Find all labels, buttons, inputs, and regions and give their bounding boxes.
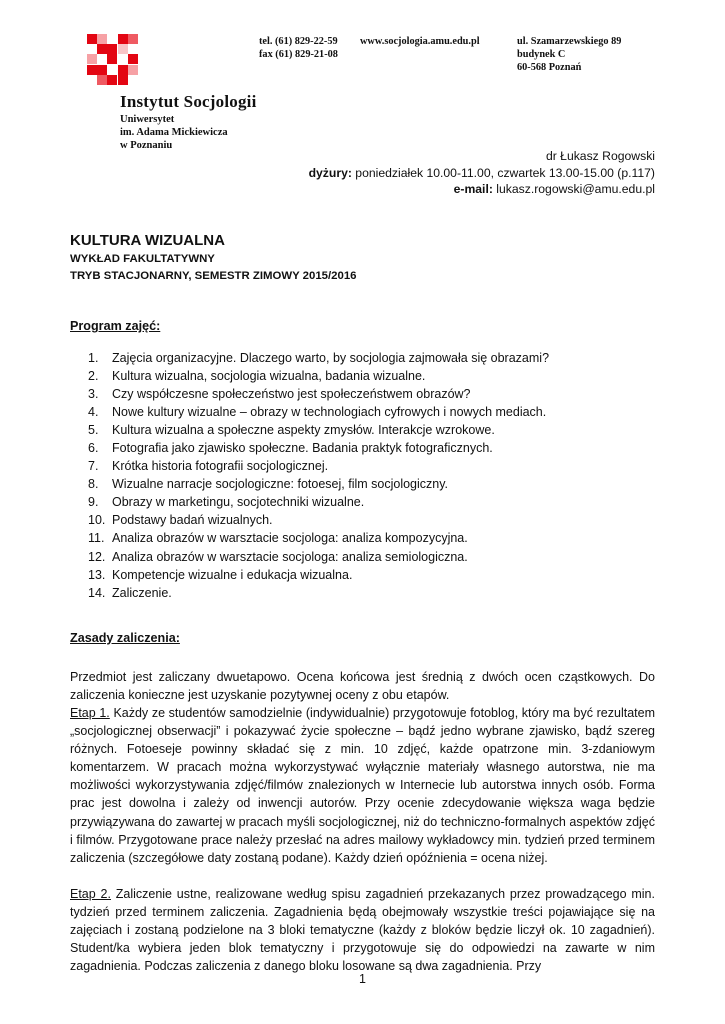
- program-heading: Program zajęć:: [70, 319, 161, 333]
- program-item-text: Podstawy badań wizualnych.: [112, 513, 273, 528]
- program-item-text: Analiza obrazów w warsztacie socjologa: analiza semiologiczna.: [112, 549, 468, 564]
- institute-logo-icon: [87, 34, 139, 86]
- program-item: [70, 511, 670, 529]
- program-item-number: 14.: [88, 585, 106, 600]
- fax-number: fax (61) 829-21-08: [259, 49, 338, 60]
- rules-stage-1: [70, 704, 655, 867]
- course-mode: TRYB STACJONARNY, SEMESTR ZIMOWY 2015/2016: [70, 270, 357, 282]
- institute-sub-line: im. Adama Mickiewicza: [120, 127, 228, 138]
- program-item-number: 13.: [88, 567, 106, 582]
- page-number: 1: [359, 972, 366, 986]
- program-item: [70, 367, 670, 385]
- program-item-number: 12.: [88, 549, 106, 564]
- institute-name: Instytut Socjologii: [120, 92, 257, 111]
- office-hours-value: poniedziałek 10.00-11.00, czwartek 13.00-15.00 (p.117): [351, 165, 655, 180]
- email-link[interactable]: lukasz.rogowski@amu.edu.pl: [492, 182, 655, 196]
- program-item: [70, 439, 670, 457]
- program-item-text: Kultura wizualna, socjologia wizualna, badania wizualne.: [112, 369, 426, 384]
- lecturer-info: [309, 148, 655, 198]
- program-item-number: 10.: [88, 513, 106, 528]
- contact-address: [517, 35, 621, 74]
- lecturer-email: [309, 181, 655, 198]
- address-line: budynek C: [517, 49, 566, 60]
- stage-1-label: Etap 1.: [70, 706, 110, 720]
- course-title: KULTURA WIZUALNA: [70, 232, 225, 249]
- course-type: WYKŁAD FAKULTATYWNY: [70, 253, 215, 265]
- program-item: [70, 548, 670, 566]
- phone-number: tel. (61) 829-22-59: [259, 36, 338, 47]
- program-item-number: 3.: [88, 387, 99, 402]
- stage-2-text: Zaliczenie ustne, realizowane według spisu zagadnień przekazanych przez prowadzącego min. tydzień przed terminem zaliczenia. Zagadnienia będą obejmowały wszystkie treści pojawiające się na zajęciach i zostaną podzielone na 3 bloki tematyczne (każdy z bloków będzie liczył ok. 10 zagadnień). Student/ka wybiera jeden blok tematyczny i przygotowuje się do odpowiedzi na zawarte w nim zagadnienia. Podczas zaliczenia z danego bloku losowane są dwa zagadnienia. Przy: [70, 887, 655, 974]
- email-label: e-mail:: [453, 182, 493, 196]
- program-item-text: Nowe kultury wizualne – obrazy w technologiach cyfrowych i nowych mediach.: [112, 405, 547, 420]
- institute-subtitle: [120, 113, 228, 152]
- program-item-text: Kultura wizualna a społeczne aspekty zmysłów. Interakcje wzrokowe.: [112, 423, 495, 438]
- stage-2-label: Etap 2.: [70, 887, 111, 901]
- lecturer-name: dr Łukasz Rogowski: [545, 149, 655, 163]
- program-item-number: 1.: [88, 351, 99, 365]
- program-item: [70, 385, 670, 403]
- program-item: [70, 421, 670, 439]
- program-item-number: 5.: [88, 423, 99, 438]
- program-item-text: Fotografia jako zjawisko społeczne. Badania praktyk fotograficznych.: [112, 441, 493, 456]
- program-item-number: 9.: [88, 495, 99, 510]
- rules-intro: Przedmiot jest zaliczany dwuetapowo. Ocena końcowa jest średnią z dwóch ocen cząstkowych. Do zaliczenia konieczne jest uzyskanie pozytywnej oceny z obu etapów.: [70, 670, 655, 703]
- program-item: [70, 584, 670, 602]
- program-item: [70, 529, 670, 547]
- program-item-number: 7.: [88, 459, 99, 474]
- program-item-text: Obrazy w marketingu, socjotechniki wizualne.: [112, 495, 365, 510]
- program-item-number: 4.: [88, 405, 99, 420]
- program-item: [70, 493, 670, 511]
- address-line: ul. Szamarzewskiego 89: [517, 36, 622, 47]
- program-item: [70, 475, 670, 493]
- institute-sub-line: Uniwersytet: [120, 114, 175, 125]
- program-item: [70, 403, 670, 421]
- rules-heading: Zasady zaliczenia:: [70, 631, 180, 645]
- program-item-text: Zaliczenie.: [112, 585, 172, 600]
- program-item-number: 2.: [88, 369, 99, 384]
- program-list: [70, 349, 670, 602]
- program-item-text: Krótka historia fotografii socjologicznej.: [112, 459, 329, 474]
- program-item-text: Zajęcia organizacyjne. Dlaczego warto, by socjologia zajmowała się obrazami?: [112, 351, 550, 365]
- program-item-text: Wizualne narracje socjologiczne: fotoesej, film socjologiczny.: [112, 477, 449, 492]
- program-item-text: Czy współczesne społeczeństwo jest społeczeństwem obrazów?: [112, 387, 471, 402]
- institute-sub-line: w Poznaniu: [120, 140, 173, 151]
- office-hours: [309, 165, 655, 182]
- program-item-text: Analiza obrazów w warsztacie socjologa: analiza kompozycyjna.: [112, 531, 468, 546]
- stage-1-text: Każdy ze studentów samodzielnie (indywidualnie) przygotowuje fotoblog, który ma być rezultatem „socjologicznej obserwacji” i pokazywać życie społeczne – bądź jedno wybrane zjawisko, bądź szereg różnych. Fotoeseje powinny składać się z min. 10 zdjęć, każde opatrzone min. 3-zdaniowym komentarzem. W pracach można wykorzystywać wyłącznie materiały własnego autorstwa, nie ma możliwości wykorzystywania zdjęć/filmów znalezionych w Internecie lub autorstwa innych osób. Forma prac jest dowolna i zależy od inwencji autorów. Przy ocenie zdecydowanie większa waga będzie przywiązywana do zawartej w pracach myśli socjologicznej, niż do techniczno-formalnych aspektów zdjęć i filmów. Przygotowane prace należy przesłać na adres mailowy wykładowcy min. tydzień przed terminem zaliczenia (szczegółowe daty zostaną podane). Każdy dzień opóźnienia = ocena niżej.: [70, 706, 655, 865]
- office-hours-label: dyżury:: [308, 165, 352, 180]
- program-item: [70, 457, 670, 475]
- program-item-text: Kompetencje wizualne i edukacja wizualna.: [112, 567, 353, 582]
- program-item: [70, 566, 670, 584]
- program-item: [70, 349, 670, 367]
- address-line: 60-568 Poznań: [517, 62, 582, 73]
- program-item-number: 8.: [88, 477, 99, 492]
- program-item-number: 11.: [88, 531, 105, 546]
- website-link[interactable]: www.socjologia.amu.edu.pl: [360, 36, 480, 47]
- rules-stage-2: [70, 885, 655, 975]
- program-item-number: 6.: [88, 441, 99, 456]
- contact-phones: [259, 35, 338, 61]
